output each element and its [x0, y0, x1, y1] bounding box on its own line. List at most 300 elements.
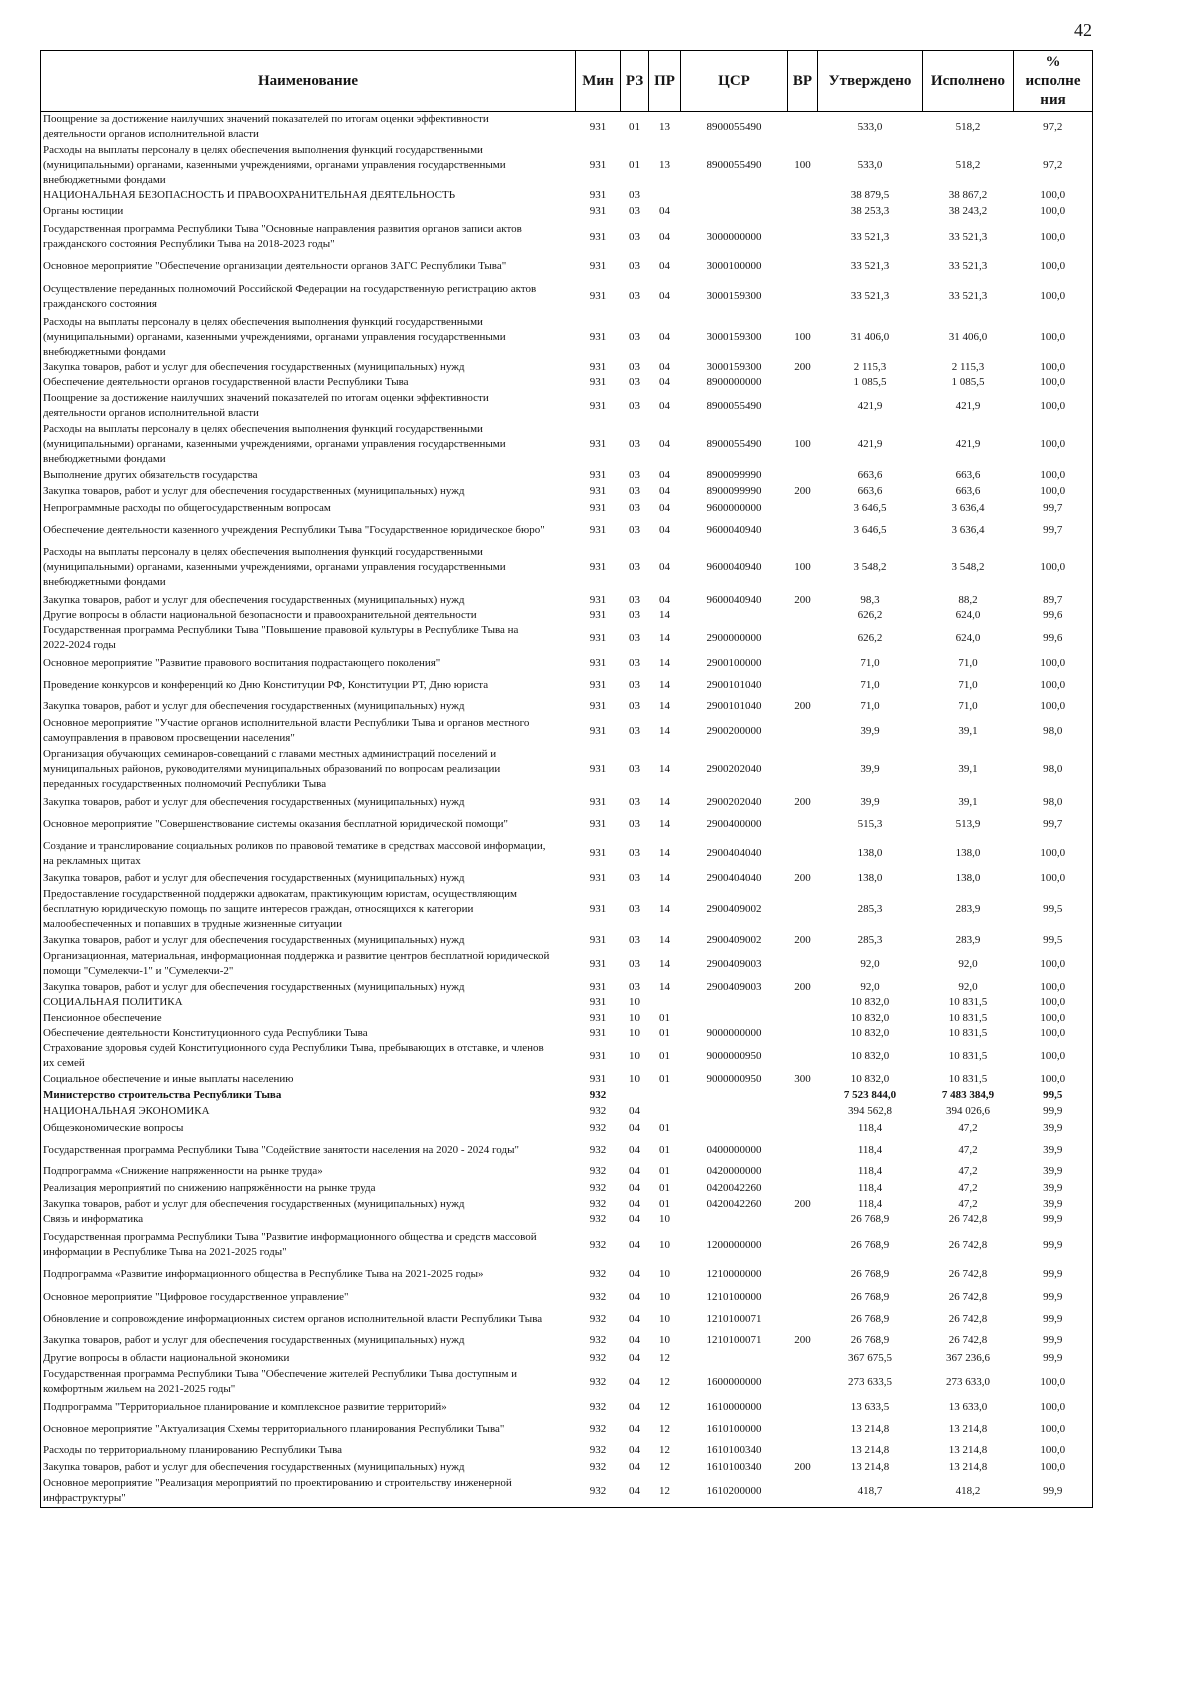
cell-min: 932: [589, 1164, 607, 1177]
cell-pr: [649, 995, 681, 1011]
cell-pr: 04: [659, 376, 670, 388]
cell-percent: 99,9: [1043, 1334, 1063, 1346]
cell-vr: 200: [794, 593, 811, 606]
table-row: [41, 1418, 1093, 1441]
cell-vr: [788, 255, 818, 279]
cell-approved: 626,2: [857, 631, 883, 644]
cell-percent: 100,0: [1040, 699, 1066, 712]
cell-approved: 285,3: [857, 903, 883, 915]
table-row: [41, 391, 1093, 422]
cell-rz: 04: [629, 1334, 640, 1346]
cell-pr: 04: [659, 524, 670, 536]
cell-rz: 03: [629, 290, 640, 302]
cell-csr: 1210100000: [706, 1290, 762, 1303]
cell-percent: 100,0: [1040, 847, 1066, 859]
cell-name: Закупка товаров, работ и услуг для обеспечения государственных (муниципальных) нужд: [43, 980, 465, 993]
cell-rz: 10: [629, 1049, 640, 1062]
cell-percent: 98,0: [1043, 763, 1063, 775]
cell-percent: 39,9: [1043, 1143, 1063, 1156]
table-row: [41, 188, 1093, 203]
cell-min: 931: [589, 230, 607, 243]
cell-pr: 14: [659, 934, 670, 946]
cell-executed: 47,2: [958, 1143, 978, 1156]
cell-min: 931: [589, 847, 607, 859]
cell-name: Закупка товаров, работ и услуг для обеспечения государственных (муниципальных) нужд: [43, 593, 465, 606]
cell-approved: 138,0: [857, 847, 883, 859]
cell-executed: 26 742,8: [948, 1313, 988, 1325]
table-row: [41, 716, 1093, 747]
cell-name: Органы юстиции: [43, 204, 124, 217]
table-row: [41, 1460, 1093, 1476]
cell-name: Осуществление переданных полномочий Российской Федерации на государственную регистрацию актов гражданского состояния: [43, 282, 537, 310]
cell-approved: 663,6: [857, 469, 883, 481]
cell-rz: 03: [629, 230, 640, 243]
cell-csr: 1600000000: [706, 1375, 762, 1388]
cell-min: 932: [589, 1461, 607, 1473]
header-approved: Утверждено: [818, 51, 923, 112]
table-row: [41, 1398, 1093, 1418]
cell-rz: 04: [629, 1197, 640, 1210]
cell-min: 932: [589, 1213, 607, 1225]
cell-csr: [681, 203, 788, 220]
cell-name: Другие вопросы в области национальной экономики: [43, 1352, 290, 1364]
cell-vr: 300: [794, 1073, 811, 1085]
cell-pr: 04: [659, 469, 670, 481]
cell-name: Основное мероприятие "Актуализация Схемы территориального планирования Республики Тыва": [43, 1422, 505, 1435]
table-row: [41, 1088, 1093, 1104]
table-row: [41, 933, 1093, 949]
cell-rz: 01: [629, 120, 640, 133]
cell-pr: 04: [659, 399, 670, 412]
cell-approved: 118,4: [857, 1182, 883, 1194]
cell-executed: 47,2: [958, 1164, 978, 1177]
cell-min: 931: [589, 561, 607, 573]
cell-name: НАЦИОНАЛЬНАЯ ЭКОНОМИКА: [43, 1104, 210, 1117]
table-row: [41, 837, 1093, 871]
table-row: [41, 1104, 1093, 1119]
cell-csr: 9600040940: [706, 593, 762, 606]
cell-executed: 31 406,0: [948, 330, 988, 343]
cell-approved: 71,0: [860, 699, 880, 712]
table-row: [41, 1476, 1093, 1508]
cell-name: Другие вопросы в области национальной безопасности и правоохранительной деятельности: [43, 608, 477, 621]
cell-approved: 33 521,3: [850, 290, 890, 302]
cell-pr: 01: [659, 1197, 670, 1210]
cell-min: 932: [589, 1104, 607, 1117]
table-row: [41, 1162, 1093, 1181]
cell-vr: 200: [794, 1197, 811, 1210]
table-row: [41, 1228, 1093, 1263]
cell-name: Основное мероприятие "Цифровое государственное управление": [43, 1290, 349, 1303]
cell-csr: [681, 188, 788, 203]
cell-percent: 100,0: [1040, 290, 1066, 302]
cell-rz: 01: [629, 158, 640, 171]
cell-vr: [788, 279, 818, 315]
cell-csr: 8900055490: [706, 438, 762, 450]
cell-pr: 12: [659, 1484, 670, 1497]
cell-csr: 2900100000: [706, 657, 762, 669]
cell-min: 932: [589, 1334, 607, 1346]
table-row: [41, 871, 1093, 887]
cell-name: Основное мероприятие "Участие органов исполнительной власти Республики Тыва и органов местного самоуправления в правовом просвещении населения": [43, 717, 530, 744]
cell-rz: 04: [629, 1267, 640, 1280]
cell-percent: 39,9: [1043, 1164, 1063, 1177]
cell-rz: 03: [629, 763, 640, 775]
cell-percent: 100,0: [1040, 438, 1066, 450]
cell-min: 932: [589, 1143, 607, 1156]
cell-vr: 200: [794, 1461, 811, 1473]
cell-rz: 03: [629, 608, 640, 621]
table-row: [41, 793, 1093, 813]
cell-min: 931: [589, 502, 607, 514]
cell-vr: [788, 1011, 818, 1026]
cell-percent: 99,6: [1043, 631, 1063, 644]
cell-name: Социальное обеспечение и иные выплаты населению: [43, 1073, 294, 1085]
cell-approved: 13 214,8: [850, 1461, 890, 1473]
cell-rz: 03: [629, 678, 640, 691]
cell-pr: 14: [659, 847, 670, 859]
cell-percent: 100,0: [1040, 376, 1066, 388]
cell-vr: [788, 1212, 818, 1228]
table-row: [41, 484, 1093, 499]
cell-csr: 2900409003: [706, 980, 762, 993]
cell-min: 932: [589, 1290, 607, 1303]
cell-pr: 14: [659, 763, 670, 775]
header-min: Мин: [576, 51, 621, 112]
cell-pr: 10: [659, 1238, 670, 1251]
table-row: [41, 360, 1093, 375]
cell-percent: 100,0: [1040, 469, 1066, 481]
cell-approved: 2 115,3: [853, 360, 887, 373]
cell-percent: 89,7: [1043, 593, 1063, 606]
cell-vr: [788, 1367, 818, 1398]
cell-approved: 118,4: [857, 1122, 883, 1134]
table-row: [41, 1072, 1093, 1088]
cell-percent: 99,9: [1043, 1313, 1063, 1325]
cell-pr: 04: [659, 204, 670, 217]
cell-percent: 100,0: [1040, 484, 1066, 497]
cell-min: 931: [589, 290, 607, 302]
cell-approved: 39,9: [860, 724, 880, 737]
cell-rz: 03: [629, 724, 640, 737]
cell-min: 932: [589, 1267, 607, 1280]
cell-min: 931: [589, 631, 607, 644]
cell-csr: 9600040940: [706, 524, 762, 536]
cell-executed: 39,1: [958, 796, 978, 808]
cell-vr: [788, 203, 818, 220]
cell-vr: [788, 1351, 818, 1367]
cell-approved: 10 832,0: [850, 1049, 890, 1062]
cell-vr: [788, 1398, 818, 1418]
cell-csr: 2900101040: [706, 699, 762, 712]
cell-executed: 33 521,3: [948, 290, 988, 302]
cell-rz: 04: [629, 1461, 640, 1473]
cell-approved: 138,0: [857, 872, 883, 884]
cell-approved: 31 406,0: [850, 330, 890, 343]
cell-name: Расходы по территориальному планированию Республики Тыва: [43, 1443, 343, 1456]
cell-min: 931: [589, 980, 607, 993]
cell-executed: 138,0: [955, 847, 981, 859]
cell-executed: 418,2: [955, 1484, 981, 1497]
cell-pr: 14: [659, 957, 670, 970]
cell-pr: 12: [659, 1401, 670, 1413]
cell-executed: 367 236,6: [946, 1352, 990, 1364]
cell-vr: [788, 1088, 818, 1104]
table-row: [41, 1026, 1093, 1041]
cell-pr: 14: [659, 699, 670, 712]
header-pr: ПР: [649, 51, 681, 112]
cell-csr: 1610200000: [706, 1484, 762, 1497]
cell-executed: 39,1: [958, 763, 978, 775]
cell-approved: 13 214,8: [850, 1422, 890, 1435]
cell-rz: 10: [629, 1073, 640, 1085]
cell-rz: 03: [629, 502, 640, 514]
cell-pr: 04: [659, 593, 670, 606]
cell-percent: 99,7: [1043, 502, 1063, 514]
cell-rz: 04: [629, 1213, 640, 1225]
cell-executed: 71,0: [958, 678, 978, 691]
cell-csr: [681, 1212, 788, 1228]
cell-vr: 200: [794, 484, 811, 497]
cell-csr: 9600000000: [706, 502, 762, 514]
cell-rz: 03: [629, 524, 640, 536]
cell-csr: 2900202040: [706, 796, 762, 808]
cell-percent: 39,9: [1043, 1182, 1063, 1194]
cell-name: Реализация мероприятий по снижению напряжённости на рынке труда: [43, 1182, 376, 1194]
header-name: Наименование: [41, 51, 576, 112]
cell-vr: 200: [794, 934, 811, 946]
table-row: [41, 519, 1093, 543]
cell-csr: 1210100071: [706, 1334, 762, 1346]
cell-min: 931: [589, 724, 607, 737]
header-percent: % исполне ния: [1014, 51, 1093, 112]
cell-percent: 100,0: [1040, 330, 1066, 343]
cell-vr: [788, 716, 818, 747]
cell-name: Расходы на выплаты персоналу в целях обеспечения выполнения функций государственными (муниципальными) органами, казенными учреждениями, органами управления государственными внебюджетными фондами: [43, 143, 506, 186]
cell-csr: 3000000000: [706, 230, 762, 243]
table-row: [41, 1041, 1093, 1072]
cell-name: Обеспечение деятельности Конституционного суда Республики Тыва: [43, 1026, 368, 1039]
cell-pr: 04: [659, 484, 670, 497]
cell-name: Расходы на выплаты персоналу в целях обеспечения выполнения функций государственными (муниципальными) органами, казенными учреждениями, органами управления государственными внебюджетными фондами: [43, 546, 506, 588]
cell-vr: [788, 391, 818, 422]
cell-percent: 100,0: [1040, 1026, 1066, 1039]
cell-name: Закупка товаров, работ и услуг для обеспечения государственных (муниципальных) нужд: [43, 484, 465, 497]
cell-min: 932: [589, 1422, 607, 1435]
cell-pr: 14: [659, 818, 670, 830]
cell-approved: 92,0: [860, 957, 880, 970]
cell-name: НАЦИОНАЛЬНАЯ БЕЗОПАСНОСТЬ И ПРАВООХРАНИТЕЛЬНАЯ ДЕЯТЕЛЬНОСТЬ: [43, 188, 456, 201]
cell-approved: 515,3: [857, 818, 883, 830]
cell-csr: 0420000000: [706, 1164, 762, 1177]
cell-name: Выполнение других обязательств государства: [43, 469, 258, 481]
cell-min: 931: [589, 438, 607, 450]
table-row: [41, 1441, 1093, 1460]
cell-rz: 04: [629, 1375, 640, 1388]
cell-rz: 03: [629, 934, 640, 946]
cell-approved: 533,0: [857, 120, 883, 133]
cell-min: 932: [589, 1122, 607, 1134]
cell-rz: 03: [629, 872, 640, 884]
cell-pr: 04: [659, 230, 670, 243]
cell-executed: 10 831,5: [948, 1026, 988, 1039]
cell-name: Основное мероприятие "Реализация мероприятий по проектированию и строительству инженерной инфраструктуры": [43, 1477, 512, 1505]
cell-percent: 99,5: [1043, 934, 1063, 946]
table-row: [41, 499, 1093, 519]
cell-name: Проведение конкурсов и конференций ко Дню Конституции РФ, Конституции РТ, Дню юриста: [43, 678, 489, 691]
cell-rz: 03: [629, 469, 640, 481]
cell-percent: 98,0: [1043, 796, 1063, 808]
cell-min: 931: [589, 158, 607, 171]
cell-executed: 663,6: [955, 469, 981, 481]
cell-min: 931: [589, 957, 607, 970]
cell-percent: 100,0: [1040, 230, 1066, 243]
cell-pr: 12: [659, 1461, 670, 1473]
cell-executed: 47,2: [958, 1122, 978, 1134]
cell-csr: 9000000950: [706, 1073, 762, 1085]
cell-executed: 33 521,3: [948, 230, 988, 243]
header-executed: Исполнено: [923, 51, 1014, 112]
cell-pr: 14: [659, 657, 670, 669]
cell-rz: 03: [629, 438, 640, 450]
cell-min: 931: [589, 524, 607, 536]
cell-min: 932: [589, 1443, 607, 1456]
cell-vr: 100: [794, 561, 811, 573]
cell-csr: 8900099990: [706, 484, 762, 497]
cell-name: Закупка товаров, работ и услуг для обеспечения государственных (муниципальных) нужд: [43, 872, 465, 884]
cell-rz: 04: [629, 1104, 640, 1117]
cell-name: Основное мероприятие "Совершенствование системы оказания бесплатной юридической помощи": [43, 818, 508, 830]
cell-vr: [788, 1162, 818, 1181]
cell-percent: 100,0: [1040, 561, 1066, 573]
cell-executed: 10 831,5: [948, 1011, 988, 1024]
cell-pr: 04: [659, 330, 670, 343]
cell-approved: 13 214,8: [850, 1443, 890, 1456]
cell-pr: 12: [659, 1443, 670, 1456]
cell-rz: 03: [629, 903, 640, 915]
cell-name: Расходы на выплаты персоналу в целях обеспечения выполнения функций государственными (муниципальными) органами, казенными учреждениями, органами управления государственными внебюджетными фондами: [43, 423, 506, 465]
cell-vr: 200: [794, 1334, 811, 1346]
cell-executed: 38 867,2: [948, 188, 988, 201]
cell-executed: 663,6: [955, 484, 981, 497]
cell-pr: 01: [659, 1073, 670, 1085]
cell-rz: 03: [629, 260, 640, 272]
table-row: [41, 1139, 1093, 1162]
table-row: [41, 1351, 1093, 1367]
table-row: [41, 1367, 1093, 1398]
cell-csr: 3000159300: [706, 290, 762, 302]
cell-approved: 1 085,5: [853, 376, 887, 388]
cell-rz: 04: [629, 1401, 640, 1413]
cell-pr: 14: [659, 903, 670, 915]
table-row: [41, 1309, 1093, 1331]
cell-executed: 92,0: [958, 957, 978, 970]
cell-approved: 38 253,3: [850, 204, 890, 217]
cell-vr: 200: [794, 872, 811, 884]
cell-csr: 9000000000: [706, 1026, 762, 1039]
cell-vr: [788, 1476, 818, 1508]
cell-rz: 04: [629, 1122, 640, 1134]
cell-executed: 624,0: [955, 608, 981, 621]
cell-rz: 03: [629, 204, 640, 217]
cell-name: Создание и транслирование социальных роликов по правовой тематике в средствах массовой информации, на рекламных щитах: [43, 839, 546, 867]
cell-name: Общеэкономические вопросы: [43, 1122, 184, 1134]
cell-percent: 97,2: [1043, 158, 1063, 171]
cell-rz: 04: [629, 1443, 640, 1456]
cell-approved: 367 675,5: [848, 1352, 892, 1364]
cell-executed: 3 636,4: [951, 524, 985, 536]
cell-rz: 04: [629, 1352, 640, 1364]
cell-vr: [788, 608, 818, 623]
cell-executed: 26 742,8: [948, 1267, 988, 1280]
table-row: [41, 220, 1093, 255]
cell-name: Закупка товаров, работ и услуг для обеспечения государственных (муниципальных) нужд: [43, 360, 465, 373]
cell-vr: 100: [794, 438, 811, 450]
cell-vr: [788, 949, 818, 980]
cell-percent: 100,0: [1040, 1011, 1066, 1024]
cell-csr: 1200000000: [706, 1238, 762, 1251]
cell-approved: 71,0: [860, 657, 880, 669]
cell-percent: 99,5: [1043, 1089, 1063, 1101]
cell-vr: [788, 1228, 818, 1263]
cell-approved: 394 562,8: [848, 1104, 892, 1117]
table-row: [41, 1181, 1093, 1197]
cell-min: 931: [589, 260, 607, 272]
cell-name: Закупка товаров, работ и услуг для обеспечения государственных (муниципальных) нужд: [43, 699, 465, 712]
cell-executed: 624,0: [955, 631, 981, 644]
cell-percent: 100,0: [1040, 678, 1066, 691]
table-header: [41, 51, 1093, 112]
cell-pr: 14: [659, 608, 670, 621]
cell-vr: [788, 674, 818, 697]
cell-min: 931: [589, 699, 607, 712]
cell-approved: 26 768,9: [850, 1290, 890, 1303]
cell-pr: 12: [659, 1352, 670, 1364]
cell-name: Министерство строительства Республики Тыва: [43, 1089, 282, 1101]
cell-executed: 10 831,5: [948, 1049, 988, 1062]
cell-min: 931: [589, 608, 607, 621]
cell-percent: 100,0: [1040, 1375, 1066, 1388]
cell-min: 932: [589, 1401, 607, 1413]
cell-name: Закупка товаров, работ и услуг для обеспечения государственных (муниципальных) нужд: [43, 1334, 465, 1346]
cell-executed: 421,9: [955, 438, 981, 450]
cell-name: Пенсионное обеспечение: [43, 1011, 162, 1024]
cell-pr: 01: [659, 1122, 670, 1134]
cell-percent: 99,6: [1043, 608, 1063, 621]
cell-pr: 10: [659, 1213, 670, 1225]
cell-rz: 03: [629, 561, 640, 573]
cell-percent: 99,9: [1043, 1213, 1063, 1225]
cell-executed: 513,9: [955, 818, 981, 830]
cell-approved: 533,0: [857, 158, 883, 171]
table-row: [41, 674, 1093, 697]
cell-csr: 8900055490: [706, 120, 762, 133]
cell-approved: 71,0: [860, 678, 880, 691]
cell-min: 932: [589, 1197, 607, 1210]
budget-table: [40, 50, 1093, 1508]
cell-percent: 100,0: [1040, 996, 1066, 1008]
cell-pr: 14: [659, 980, 670, 993]
cell-vr: [788, 1441, 818, 1460]
table-row: [41, 143, 1093, 188]
cell-approved: 118,4: [857, 1197, 883, 1210]
cell-percent: 100,0: [1040, 872, 1066, 884]
cell-executed: 13 214,8: [948, 1443, 988, 1456]
cell-vr: 100: [794, 330, 811, 343]
cell-approved: 39,9: [860, 763, 880, 775]
cell-percent: 39,9: [1043, 1122, 1063, 1134]
cell-percent: 98,0: [1043, 724, 1063, 737]
